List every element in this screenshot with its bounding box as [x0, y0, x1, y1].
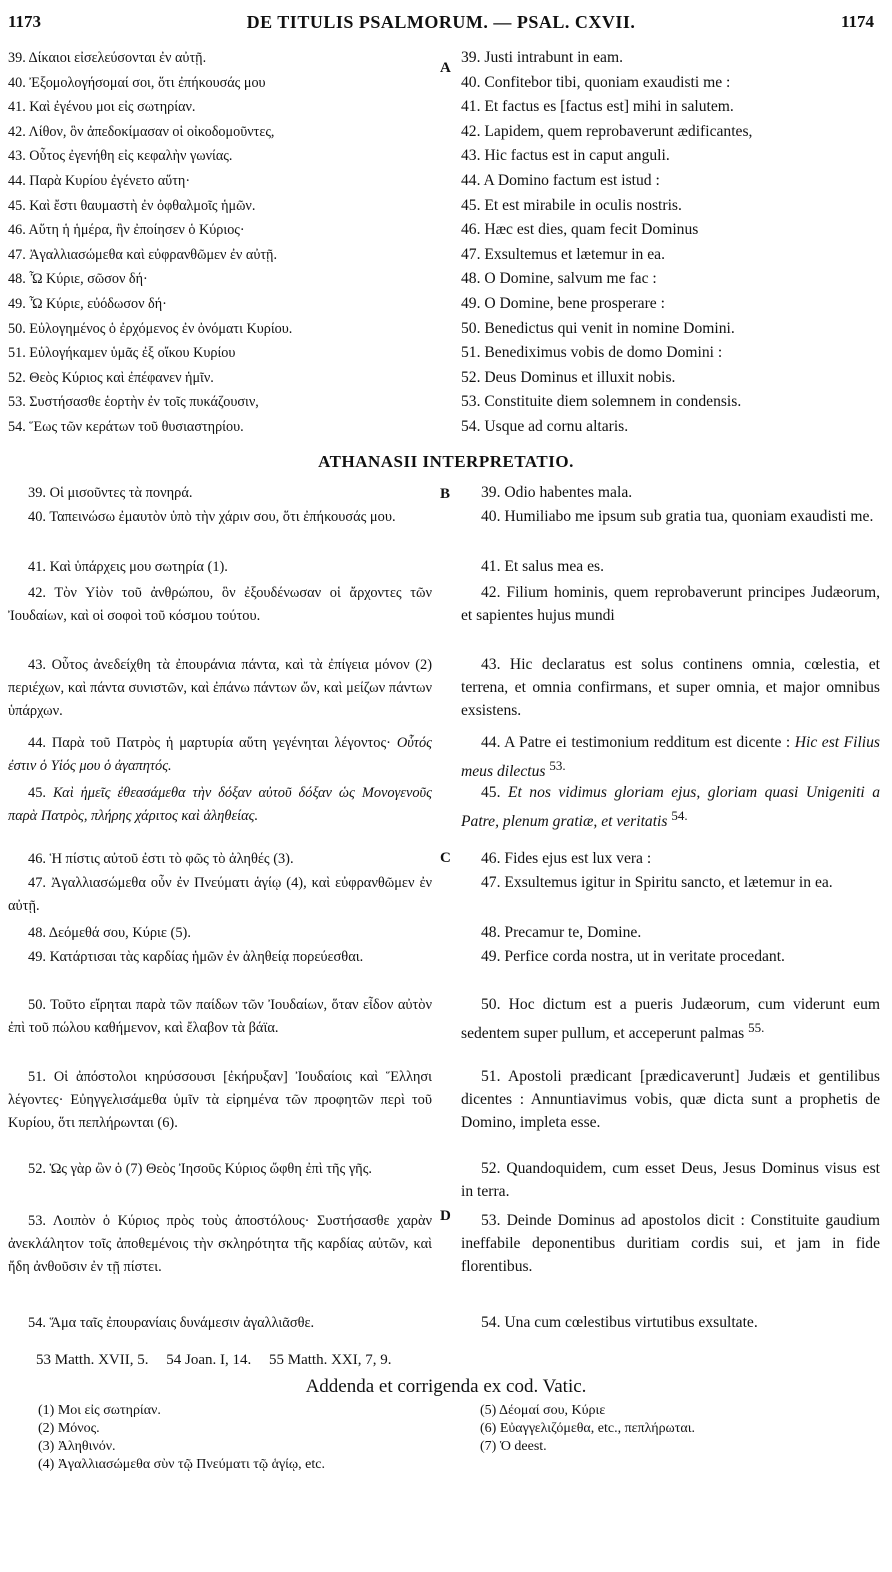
interp-latin: 52. Quandoquidem, cum esset Deus, Jesus Dominus visus est in terra. [461, 1160, 880, 1200]
latin-verse: 40. Confitebor tibi, quoniam exaudisti me : [461, 73, 731, 91]
interp-greek: 45. Καὶ ἡμεῖς ἐθεασάμεθα τὴν δόξαν αὐτοῦ δόξαν ὡς Μονογενοῦς παρὰ Πατρὸς, πλήρης χάριτος καὶ ἀληθείας. [8, 785, 432, 824]
latin-verse: 47. Exsultemus et lætemur in ea. [461, 245, 665, 263]
greek-verse: 42. Λίθον, ὃν ἀπεδοκίμασαν οἱ οἰκοδομοῦντες, [8, 123, 275, 140]
greek-verse: 54. Ἕως τῶν κεράτων τοῦ θυσιαστηρίου. [8, 418, 244, 435]
greek-verse: 46. Αὕτη ἡ ἡμέρα, ἣν ἐποίησεν ὁ Κύριος· [8, 222, 245, 239]
interp-latin: 51. Apostoli prædicant [prædicaverunt] Judæis et gentilibus dicentes : Annuntiavimus vobis, quæ dicta sunt a prophetis de Domino, impleta esse. [461, 1068, 880, 1131]
greek-verse: 39. Δίκαιοι εἰσελεύσονται ἐν αὐτῇ. [8, 50, 207, 66]
page-header [8, 12, 874, 40]
greek-verse: 51. Εὐλογήκαμεν ὑμᾶς ἐξ οἴκου Κυρίου [8, 345, 236, 362]
psalm-greek-column [8, 46, 432, 440]
greek-verse: 40. Ἐξομολογήσομαί σοι, ὅτι ἐπήκουσάς μου [8, 74, 266, 91]
interp-greek: 41. Καὶ ὑπάρχεις μου σωτηρία (1). [28, 559, 228, 575]
footnote: 53 Matth. XVII, 5. [36, 1352, 149, 1368]
margin-marker-b: B [440, 486, 451, 502]
addenda-item: (7) Ὁ deest. [480, 1439, 547, 1454]
greek-verse: 48. Ὦ Κύριε, σῶσον δή· [8, 271, 148, 288]
interp-greek: 50. Τοῦτο εἴρηται παρὰ τῶν παίδων τῶν Ἰουδαίων, ὅταν εἶδον αὐτὸν ἐπὶ τοῦ πώλου καθήμενον, καὶ ἔλαβον τὰ βάϊα. [8, 997, 432, 1036]
latin-verse: 53. Constituite diem solemnem in condensis. [461, 393, 742, 411]
interp-latin: 50. Hoc dictum est a pueris Judæorum, cum viderunt eum sedentem super pullum, et acceperunt palmas $^{55.}$ [461, 996, 880, 1042]
greek-verse: 47. Ἀγαλλιασώμεθα καὶ εὐφρανθῶμεν ἐν αὐτῇ. [8, 246, 278, 263]
footnote: 55 Matth. XXI, 7, 9. [269, 1352, 392, 1368]
interp-latin: 43. Hic declaratus est solus continens omnia, cœlestia, et terrena, et omnia confirmans, et super omnia, et major omnibus exsistens. [461, 656, 880, 719]
interp-greek: 39. Οἱ μισοῦντες τὰ πονηρά. [28, 485, 193, 501]
greek-verse: 43. Οὗτος ἐγενήθη εἰς κεφαλὴν γωνίας. [8, 148, 233, 165]
greek-verse: 50. Εὐλογημένος ὁ ἐρχόμενος ἐν ὀνόματι Κυρίου. [8, 320, 293, 337]
interp-greek: 53. Λοιπὸν ὁ Κύριος πρὸς τοὺς ἀποστόλους· Συστήσασθε χαρὰν ἀνεκλάλητον τοῖς ἀποθεμένοις τὴν σκληρότητα τῆς καρδίας αὐτῶν, καὶ ἤδη ἀνθοῦσιν ἐν τῇ πίστει. [8, 1213, 432, 1275]
addenda-item: (5) Δέομαί σου, Κύριε [480, 1403, 606, 1418]
latin-verse: 39. Justi intrabunt in eam. [461, 49, 623, 66]
interp-greek: 47. Ἀγαλλιασώμεθα οὖν ἐν Πνεύματι ἁγίῳ (4), καὶ εὐφρανθῶμεν ἐν αὐτῇ. [8, 875, 432, 914]
greek-verse: 53. Συστήσασθε ἑορτὴν ἐν τοῖς πυκάζουσιν, [8, 394, 259, 411]
interp-greek: 46. Ἡ πίστις αὐτοῦ ἐστι τὸ φῶς τὸ ἀληθές (3). [28, 851, 294, 867]
addenda-item: (6) Εὐαγγελιζόμεθα, etc., πεπλήρωται. [480, 1421, 696, 1436]
margin-marker-c: C [440, 850, 451, 866]
latin-verse: 50. Benedictus qui venit in nomine Domini. [461, 319, 735, 337]
interp-greek: 44. Παρὰ τοῦ Πατρὸς ἡ μαρτυρία αὕτη γεγένηται λέγοντος· Οὗτός ἐστιν ὁ Υἱός μου ὁ ἀγαπητός. [8, 735, 432, 774]
addenda-item: (3) Ἀληθινόν. [38, 1439, 116, 1454]
interp-latin: 40. Humiliabo me ipsum sub gratia tua, quoniam exaudisti me. [481, 508, 874, 525]
latin-verse: 42. Lapidem, quem reprobaverunt ædificantes, [461, 122, 753, 140]
greek-verse: 52. Θεὸς Κύριος καὶ ἐπέφανεν ἡμῖν. [8, 369, 214, 386]
margin-marker-d: D [440, 1208, 451, 1224]
interpretatio-section [8, 482, 880, 1344]
latin-verse: 48. O Domine, salvum me fac : [461, 270, 657, 288]
interp-latin: 54. Una cum cœlestibus virtutibus exsultate. [481, 1314, 758, 1331]
interp-latin: 42. Filium hominis, quem reprobaverunt principes Judæorum, et sapientes hujus mundi [461, 584, 880, 624]
footnotes [36, 1352, 406, 1369]
interp-greek: 43. Οὗτος ἀνεδείχθη τὰ ἐπουράνια πάντα, καὶ τὰ ἐπίγεια μόνον (2) περιέχων, καὶ πάντα συνιστῶν, καὶ ἐπάνω πάντων ὤν, καὶ μείζων πάντων ὑπάρχων. [8, 657, 432, 719]
footnote-ref: 55. [748, 1019, 765, 1035]
addenda-item: (1) Μοι εἰς σωτηρίαν. [38, 1403, 161, 1418]
footnote-ref: 53. [549, 757, 566, 773]
interp-greek: 49. Κατάρτισαι τὰς καρδίας ἡμῶν ἐν ἀληθείᾳ πορεύεσθαι. [28, 949, 364, 965]
interp-latin: 47. Exsultemus igitur in Spiritu sancto, et lætemur in ea. [481, 874, 833, 891]
interp-greek: 51. Οἱ ἀπόστολοι κηρύσσουσι [ἐκήρυξαν] Ἰουδαίοις καὶ Ἕλλησι λέγοντες· Εὐηγγελισάμεθα ὑμῖν τὰ εἰρημένα τῶν προφητῶν περὶ τοῦ Κυρίου, ὅτι πεπλήρωνται (6). [8, 1069, 432, 1131]
interp-greek: 52. Ὡς γὰρ ὢν ὁ (7) Θεὸς Ἰησοῦς Κύριος ὤφθη ἐπὶ τῆς γῆς. [28, 1161, 373, 1177]
latin-verse: 49. O Domine, bene prosperare : [461, 294, 665, 312]
footnote-ref: 54. [671, 807, 688, 823]
greek-verse: 44. Παρὰ Κυρίου ἐγένετο αὕτη· [8, 172, 191, 189]
latin-verse: 52. Deus Dominus et illuxit nobis. [461, 368, 676, 386]
latin-verse: 54. Usque ad cornu altaris. [461, 417, 629, 435]
addenda-item: (2) Μόνος. [38, 1421, 100, 1436]
interp-latin: 44. A Patre ei testimonium redditum est dicente : Hic est Filius meus dilectus $^{53.}$ [461, 734, 880, 780]
footnote: 54 Joan. I, 14. [166, 1352, 252, 1368]
greek-verse: 45. Καὶ ἔστι θαυμαστὴ ἐν ὀφθαλμοῖς ἡμῶν. [8, 197, 256, 214]
margin-marker-a: A [440, 60, 451, 76]
addenda-title: Addenda et corrigenda ex cod. Vatic. [305, 1376, 587, 1397]
interp-greek: 48. Δεόμεθά σου, Κύριε (5). [28, 925, 191, 941]
greek-verse: 49. Ὦ Κύριε, εὐόδωσον δή· [8, 295, 167, 312]
addenda-item: (4) Ἀγαλλιασώμεθα σὺν τῷ Πνεύματι τῷ ἁγίῳ, etc. [38, 1457, 325, 1472]
interp-latin: 53. Deinde Dominus ad apostolos dicit : Constituite gaudium ineffabile deponentibus duritiam cordis sui, et jam in fide florentibus. [461, 1212, 880, 1275]
psalm-latin-column [461, 46, 880, 440]
interp-greek: 54. Ἅμα ταῖς ἐπουρανίαις δυνάμεσιν ἀγαλλιᾶσθε. [28, 1315, 315, 1331]
page-number-left: 1173 [8, 12, 42, 31]
addenda-left [38, 1402, 325, 1474]
latin-verse: 41. Et factus es [factus est] mihi in salutem. [461, 98, 734, 116]
interp-latin: 45. Et nos vidimus gloriam ejus, gloriam quasi Unigeniti a Patre, plenum gratiæ, et veritatis $^{54.}$ [461, 784, 880, 830]
interp-greek: 40. Ταπεινώσω ἐμαυτὸν ὑπὸ τὴν χάριν σου, ὅτι ἐπήκουσάς μου. [28, 509, 396, 525]
psalm-section [8, 46, 880, 442]
addenda-right [480, 1402, 695, 1456]
latin-verse: 51. Benediximus vobis de domo Domini : [461, 344, 723, 362]
running-title: DE TITULIS PSALMORUM. — PSAL. CXVII. [246, 12, 636, 32]
interp-latin: 41. Et salus mea es. [481, 558, 604, 575]
latin-verse: 43. Hic factus est in caput anguli. [461, 147, 670, 165]
interp-latin: 46. Fides ejus est lux vera : [481, 850, 652, 867]
latin-verse: 46. Hæc est dies, quam fecit Dominus [461, 221, 699, 239]
page-number-right: 1174 [840, 12, 874, 31]
greek-verse: 41. Καὶ ἐγένου μοι εἰς σωτηρίαν. [8, 99, 196, 116]
interp-latin: 49. Perfice corda nostra, ut in veritate procedant. [481, 948, 785, 965]
latin-verse: 44. A Domino factum est istud : [461, 171, 660, 189]
interp-greek: 42. Τὸν Υἱὸν τοῦ ἀνθρώπου, ὃν ἐξουδένωσαν οἱ ἄρχοντες τῶν Ἰουδαίων, καὶ οἱ σοφοὶ τοῦ κόσμου τούτου. [8, 585, 432, 624]
interp-latin: 48. Precamur te, Domine. [481, 924, 642, 941]
interp-latin: 39. Odio habentes mala. [481, 484, 633, 501]
section-title: ATHANASII INTERPRETATIO. [318, 452, 574, 471]
latin-verse: 45. Et est mirabile in oculis nostris. [461, 196, 682, 214]
